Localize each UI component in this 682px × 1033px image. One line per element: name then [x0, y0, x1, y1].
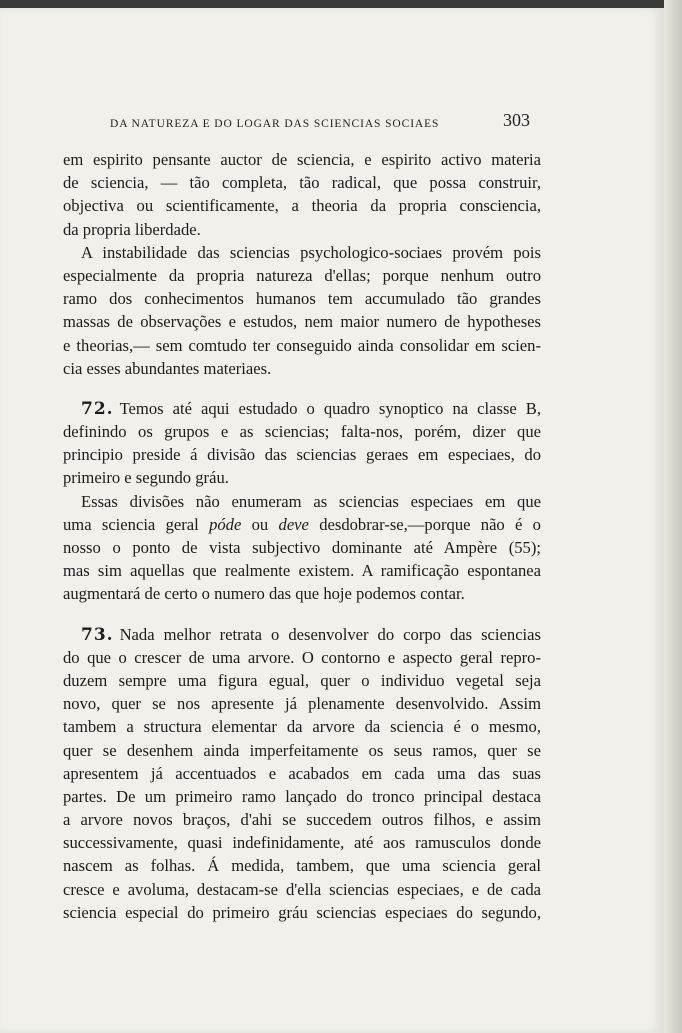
text-line: ramo dos conhecimentos humanos tem accumulado tão grandes [63, 289, 541, 309]
page-header [110, 110, 530, 136]
page-number: 303 [503, 110, 530, 130]
text-line: A instabilidade das sciencias psychologico-sociaes provém pois [81, 242, 541, 262]
text-line: a arvore novos braços, d'ahi se succedem outros filhos, e assim [63, 810, 541, 830]
page-edge [664, 0, 682, 1033]
book-page [0, 8, 665, 1033]
text-line: em espirito pensante auctor de sciencia, e espirito activo materia [63, 150, 541, 169]
text-line: partes. De um primeiro ramo lançado do tronco principal destaca [63, 786, 541, 806]
text-fragment: ou [251, 514, 269, 534]
text-line: de sciencia, — tão completa, tão radical, que possa construir, [63, 173, 541, 193]
section-number: 72. [81, 398, 114, 419]
text-line: mas sim aquellas que realmente existem. A ramificação espontanea [63, 561, 541, 581]
text-line: cia esses abundantes materiaes. [63, 358, 272, 378]
text-line: definindo os grupos e as sciencias; falta-nos, porém, dizer que [63, 422, 541, 442]
text-fragment: desdobrar-se,—porque não é o [319, 514, 541, 534]
text-line: objectiva ou scientificamente, a theoria da propria consciencia, [63, 196, 541, 216]
body-text [63, 148, 541, 924]
text-line: sciencia especial do primeiro gráu sciencias especiaes do segundo, [63, 902, 541, 922]
text-line: primeiro e segundo gráu. [63, 468, 229, 488]
text-line-with-italics [63, 513, 541, 536]
italic-word: póde [209, 514, 242, 534]
text-line: principio preside á divisão das sciencias geraes em especiaes, do [63, 445, 541, 465]
text-line: especialmente da propria natureza d'ellas; porque nenhum outro [63, 265, 541, 285]
text-line: massas de observações e estudos, nem maior numero de hypotheses [63, 312, 541, 332]
text-line: quer se desenhem ainda imperfeitamente os seus ramos, quer se [63, 740, 541, 760]
text-line: novo, quer se nos apresente já plenamente desenvolvido. Assim [63, 694, 541, 714]
text-line: tambem a structura elementar da arvore da sciencia é o mesmo, [63, 717, 541, 737]
text-line: nascem as folhas. Á medida, tambem, que uma sciencia geral [63, 856, 541, 876]
text-line: do que o crescer de uma arvore. O contorno e aspecto geral repro- [63, 647, 541, 667]
section-number: 73. [81, 624, 114, 645]
text-line: nosso o ponto de vista subjectivo dominante até Ampère (55); [63, 538, 541, 557]
text-line: successivamente, quasi indefinidamente, até aos ramusculos donde [63, 833, 541, 853]
text-line: duzem sempre uma figura egual, quer o individuo vegetal seja [63, 670, 541, 690]
italic-word: deve [278, 514, 309, 534]
text-line: e theorias,— sem comtudo ter conseguido ainda consolidar em scien- [63, 335, 541, 355]
section-first-line [63, 623, 541, 646]
text-line: da propria liberdade. [63, 219, 201, 239]
text-fragment: Temos até aqui estudado o quadro synoptico na classe B, [119, 398, 541, 418]
section-first-line [63, 397, 541, 420]
text-line: apresentem já accentuados e acabados em cada uma das suas [63, 763, 541, 783]
text-line: Essas divisões não enumeram as sciencias especiaes em que [81, 491, 541, 511]
text-line: cresce e avoluma, destacam-se d'ella sciencias especiaes, e de cada [63, 879, 541, 899]
text-line: augmentará de certo o numero das que hoje podemos contar. [63, 584, 465, 604]
text-fragment: uma sciencia geral [63, 514, 199, 534]
running-head: DA NATUREZA E DO LOGAR DAS SCIENCIAS SOCIAES [110, 118, 440, 130]
text-fragment: Nada melhor retrata o desenvolver do corpo das sciencias [119, 624, 541, 644]
